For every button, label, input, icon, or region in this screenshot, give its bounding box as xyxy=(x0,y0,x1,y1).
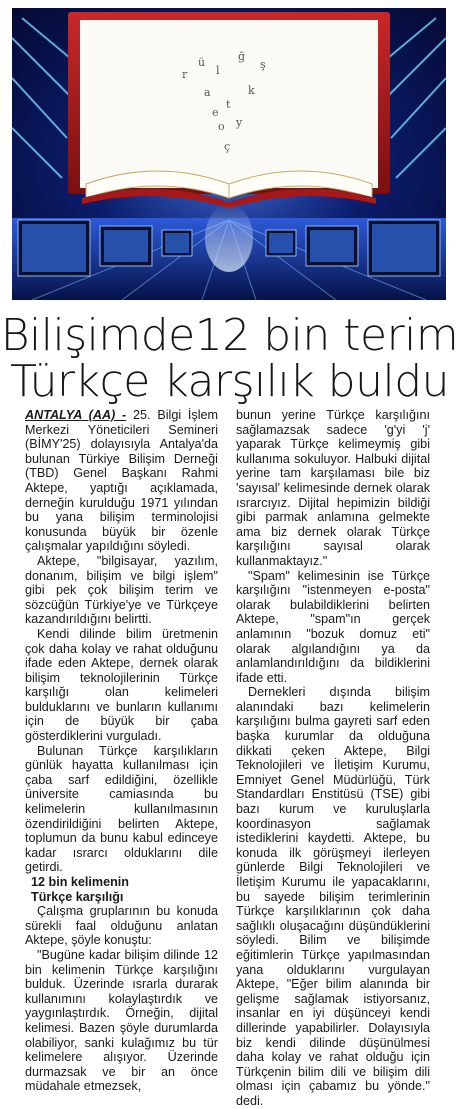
svg-text:ğ: ğ xyxy=(238,50,246,63)
article-paragraph: Dernekleri dışında bilişim alanındaki bazı kelimelerin karşılığını bulma gayreti sarf eden başka kurumlar da olduğuna dikkati çeken Aktepe, Bilgi Teknolojileri ve İletişim Kurumu, Emniyet Genel Müdürlüğü, Türk Standardları Enstitüsü (TSE) gibi bazı kurum ve kuruluşlarla koordinasyon sağlamak istediklerini kaydetti. Aktepe, bu konuda ilk görüşmeyi ilerleyen günlerde Bilgi Teknolojileri ve İletişim Kurumu ile yapacaklarını, bu sayede bilişim terimlerinin Türkçe karşılıklarının çok daha sağlıklı oluşacağını düşündüklerini söyledi. Bilim ve bilişimde eğitimlerin Türkçe yapılmasından yana olduklarını vurgulayan Aktepe, "Eğer bilim alanında bir gelişme sağlamak istiyorsanız, insanlar en iyi düşünceyi kendi dillerinde yapabilirler. Dolayısıyla biz kendi dilinde düşünülmesi daha kolay ve rahat olduğu için Türkçenin bilim dili ve bilişim dili olması için çabamız bu yönde." dedi. xyxy=(236,685,430,1108)
article-column-left xyxy=(25,408,218,1094)
svg-text:ş: ş xyxy=(260,58,266,71)
dateline: ANTALYA (AA) - xyxy=(25,408,127,422)
subheading-line-1: 12 bin kelimenin xyxy=(31,875,129,889)
subheading-line-2: Türkçe karşılığı xyxy=(31,889,124,904)
svg-text:r: r xyxy=(182,68,188,81)
svg-text:k: k xyxy=(248,84,255,97)
svg-text:e: e xyxy=(212,106,219,119)
headline-line-1: Bilişimde12 bin terim xyxy=(0,310,459,361)
lead-text: 25. Bilgi İşlem Merkezi Yöneticileri Semineri (BİMY'25) dolayısıyla Antalya'da bulunan Türkiye Bilişim Derneği (TBD) Genel Başkanı Rahmi Aktepe, yaptığı açıklamada, derneğin kurulduğu 1971 yılından bu yana bilişim terminolojisi konusunda büyük bir özenle çalışmalar yapıldığını söyledi. xyxy=(25,408,219,554)
svg-text:t: t xyxy=(226,98,231,111)
svg-text:a: a xyxy=(204,86,211,99)
article-paragraph: Bulunan Türkçe karşılıkların günlük hayatta kullanılması için çaba sarf edildiğini, özellikle üniversite camiasında bu kelimelerin kullanılmasının özendirildiğini belirten Aktepe, toplumun da bunu kabul edinceye kadar ısrarcı olduklarını dile getirdi. xyxy=(25,743,218,875)
lead-paragraph xyxy=(25,408,218,554)
hero-illustration xyxy=(12,8,446,300)
article-paragraph: "Spam" kelimesinin ise Türkçe karşılığını "istenmeyen e-posta" olarak bulabildiklerini belirten Aktepe, "spam"ın gerçek anlamının "bozuk domuz eti" olarak algılandığını ya da anlamlandırıldığını da bildiklerini ifade etti. xyxy=(236,568,430,685)
svg-text:ü: ü xyxy=(198,56,206,69)
article-paragraph: Aktepe, "bilgisayar, yazılım, donanım, bilişim ve bilgi işlem" gibi pek çok bilişim terim ve sözcüğün Türkiye'ye ve Türkçeye kazandırıldığını belirtti. xyxy=(25,553,218,627)
article-paragraph: Kendi dilinde bilim üretmenin çok daha kolay ve rahat olduğunu ifade eden Aktepe, dernek olarak bilişim teknolojilerinin Türkçe karşılığı olan kelimeleri bulduklarını ve bunların kullanımı için de büyük bir çaba gösterdiklerini vurguladı. xyxy=(25,626,218,744)
article-column-right xyxy=(236,408,430,1109)
svg-text:o: o xyxy=(218,120,225,133)
hero-image xyxy=(12,8,446,300)
article-paragraph: "Bugüne kadar bilişim dilinde 12 bin kelimenin Türkçe karşılığını bulduk. Üzerinde ısrarla durarak kullanımını kolaylaştırdık ve yaygınlaştırdık. Örneğin, dijital kelimesi. Bazen şöyle durumlarda olabiliyor, sanki kulağımız bu tür kelimelere alışıyor. Üzerinde durmazsak ve bir an önce müdahale etmezsek, xyxy=(25,947,218,1094)
svg-text:l: l xyxy=(216,64,220,77)
svg-text:ç: ç xyxy=(224,140,231,153)
headline-line-2: Türkçe karşılık buldu xyxy=(9,356,450,407)
article-paragraph: bunun yerine Türkçe karşılığını sağlamazsak sadece 'g'yi 'j' yaparak Türkçe kelimeymiş gibi kullanıma sokuluyor. Halbuki dijital yerine tam karşılaması bile biz 'sayısal' kelimesinde dernek olarak ısrarcıyız. Dijital hepimizin bildiği gibi parmak anlamına gelmekte ama biz dernek olarak Türkçe karşılığını sayısal olarak kullanmaktayız." xyxy=(236,408,430,568)
article-paragraph: Çalışma gruplarının bu konuda sürekli faal olduğunu anlatan Aktepe, şöyle konuştu: xyxy=(25,904,218,948)
svg-text:y: y xyxy=(236,116,243,129)
